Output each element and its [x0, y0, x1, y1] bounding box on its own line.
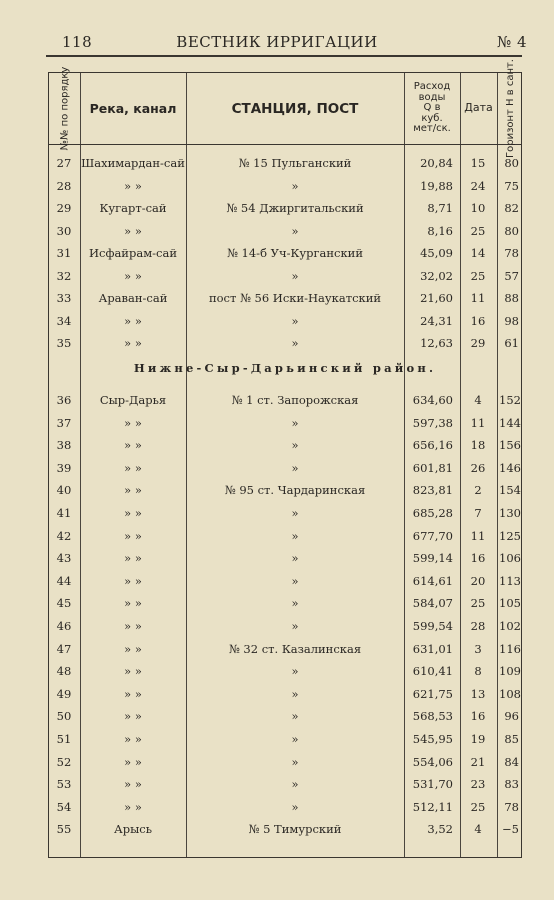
cell-river: Исфайрам-сай [88, 246, 177, 260]
cell-num: 34 [56, 313, 72, 328]
cell-river: Шахимардан-сай [81, 156, 185, 170]
cell-num: 28 [56, 178, 72, 193]
cell-date: 28 [470, 619, 486, 633]
cell-date: 16 [470, 313, 486, 328]
cell-horizon: 116 [499, 641, 521, 656]
cell-horizon: 156 [499, 438, 521, 453]
cell-station: » [291, 573, 299, 588]
cell-flow: 20,84 [420, 156, 453, 170]
cell-flow: 554,06 [412, 754, 453, 769]
cell-horizon: 96 [504, 709, 519, 724]
cell-river: » » [124, 415, 142, 430]
cell-num: 45 [56, 596, 72, 611]
cell-date: 7 [474, 506, 482, 520]
cell-flow: 8,16 [427, 223, 453, 238]
cell-river: Кугарт-сай [99, 201, 167, 215]
table-row [49, 773, 521, 796]
running-header [0, 33, 554, 53]
cell-horizon: 113 [499, 573, 521, 588]
cell-river: » » [124, 268, 142, 283]
cell-num: 29 [56, 201, 72, 215]
cell-horizon: 80 [504, 156, 519, 170]
cell-flow: 531,70 [412, 777, 453, 792]
cell-date: 10 [470, 201, 486, 215]
cell-station: » [291, 268, 299, 283]
cell-horizon: 57 [504, 268, 519, 283]
cell-horizon: 152 [499, 393, 521, 407]
cell-num: 53 [56, 777, 72, 792]
cell-num: 32 [56, 268, 72, 283]
cell-river: » » [124, 799, 142, 814]
table-row [49, 434, 521, 457]
cell-flow: 32,02 [420, 268, 453, 283]
cell-station: » [291, 313, 299, 328]
cell-horizon: 83 [504, 777, 519, 792]
cell-station: № 5 Тимурский [248, 822, 342, 837]
cell-flow: 8,71 [427, 201, 453, 215]
cell-river: » » [124, 178, 142, 193]
cell-date: 23 [470, 777, 486, 792]
cell-date: 25 [470, 596, 486, 611]
table-row [49, 525, 521, 548]
table-row [49, 265, 521, 288]
cell-station: № 54 Джиргитальский [226, 201, 364, 215]
cell-flow: 614,61 [412, 573, 453, 588]
cell-date: 14 [470, 246, 486, 260]
cell-station: пост № 56 Иски-Наукатский [208, 291, 382, 305]
cell-horizon: 75 [504, 178, 519, 193]
cell-river: » » [124, 438, 142, 453]
cell-num: 47 [56, 641, 72, 656]
table-row [49, 638, 521, 661]
cell-river: Араван-сай [98, 291, 168, 305]
cell-horizon: 105 [499, 596, 521, 611]
cell-flow: 512,11 [412, 799, 453, 814]
cell-num: 46 [56, 619, 72, 633]
cell-flow: 634,60 [412, 393, 453, 407]
cell-station: » [291, 619, 299, 633]
table-row [49, 242, 521, 265]
cell-num: 43 [56, 551, 72, 566]
cell-river: » » [124, 664, 142, 679]
cell-num: 42 [56, 528, 72, 543]
cell-date: 4 [474, 822, 482, 837]
cell-date: 26 [470, 460, 486, 475]
cell-date: 19 [470, 732, 486, 746]
cell-flow: 599,14 [412, 551, 453, 566]
cell-num: 35 [56, 336, 72, 350]
cell-river: » » [124, 573, 142, 588]
page-number: 118 [62, 33, 93, 51]
cell-river: » » [124, 709, 142, 724]
cell-horizon: 82 [504, 201, 519, 215]
cell-flow: 685,28 [412, 506, 453, 520]
cell-river: » » [124, 777, 142, 792]
cell-date: 25 [470, 223, 486, 238]
cell-station: » [291, 415, 299, 430]
header-station: СТАНЦИЯ, ПОСТ [231, 100, 359, 117]
cell-river: » » [124, 336, 142, 350]
cell-flow: 597,38 [412, 415, 453, 430]
cell-flow: 631,01 [412, 641, 453, 656]
cell-river: » » [124, 460, 142, 475]
cell-date: 13 [470, 686, 486, 701]
cell-num: 38 [56, 438, 72, 453]
cell-station: № 32 ст. Казалинская [228, 641, 362, 656]
table-row [49, 479, 521, 502]
cell-horizon: 106 [499, 551, 521, 566]
cell-horizon: 78 [504, 246, 519, 260]
cell-horizon: 146 [499, 460, 521, 475]
cell-num: 44 [56, 573, 72, 588]
cell-river: » » [124, 223, 142, 238]
cell-flow: 24,31 [420, 313, 453, 328]
cell-river: » » [124, 483, 142, 498]
cell-flow: 601,81 [412, 460, 453, 475]
table-row [49, 751, 521, 774]
cell-num: 55 [56, 822, 72, 837]
cell-date: 20 [470, 573, 486, 588]
cell-flow: 45,09 [420, 246, 453, 260]
cell-flow: 823,81 [412, 483, 453, 498]
cell-station: » [291, 506, 299, 520]
cell-date: 11 [470, 415, 486, 430]
cell-river: » » [124, 686, 142, 701]
header-horizon: Горизонт Н в сант. [504, 59, 516, 158]
cell-date: 24 [470, 178, 486, 193]
cell-station: № 1 ст. Запорожская [231, 393, 359, 407]
cell-station: № 95 ст. Чардаринская [224, 483, 366, 498]
cell-num: 50 [56, 709, 72, 724]
cell-date: 16 [470, 551, 486, 566]
table-row [49, 220, 521, 243]
cell-flow: 656,16 [412, 438, 453, 453]
table-row [49, 175, 521, 198]
cell-horizon: 84 [504, 754, 519, 769]
cell-num: 33 [56, 291, 72, 305]
cell-num: 30 [56, 223, 72, 238]
cell-station: » [291, 178, 299, 193]
cell-horizon: 80 [504, 223, 519, 238]
table-row [49, 660, 521, 683]
header-date: Дата [464, 101, 493, 115]
cell-horizon: 102 [499, 619, 521, 633]
cell-horizon: 61 [504, 336, 519, 350]
cell-horizon: 85 [504, 732, 519, 746]
table-row [49, 818, 521, 841]
cell-flow: 610,41 [412, 664, 453, 679]
cell-date: 16 [470, 709, 486, 724]
cell-station: » [291, 709, 299, 724]
cell-horizon: 98 [504, 313, 519, 328]
cell-date: 11 [470, 291, 486, 305]
cell-horizon: 88 [504, 291, 519, 305]
cell-num: 31 [56, 246, 72, 260]
table-row [49, 728, 521, 751]
cell-date: 8 [474, 664, 482, 679]
cell-station: № 14-б Уч-Курганский [227, 246, 363, 260]
cell-num: 27 [56, 156, 72, 170]
cell-num: 39 [56, 460, 72, 475]
cell-river: » » [124, 732, 142, 746]
cell-horizon: 109 [499, 664, 521, 679]
cell-num: 40 [56, 483, 72, 498]
table-row [49, 412, 521, 435]
header-rule [46, 55, 522, 57]
cell-date: 3 [474, 641, 482, 656]
cell-horizon: 154 [499, 483, 521, 498]
cell-horizon: 144 [499, 415, 521, 430]
cell-station: » [291, 438, 299, 453]
cell-num: 51 [56, 732, 72, 746]
cell-station: » [291, 551, 299, 566]
cell-station: № 15 Пульганский [238, 156, 352, 170]
cell-date: 21 [470, 754, 486, 769]
cell-date: 4 [474, 393, 482, 407]
cell-num: 52 [56, 754, 72, 769]
table-row [49, 310, 521, 333]
table-row [49, 152, 521, 175]
cell-flow: 599,54 [412, 619, 453, 633]
cell-flow: 568,53 [412, 709, 453, 724]
region-title: Нижне-Сыр-Дарьинский район. [133, 361, 437, 375]
cell-num: 41 [56, 506, 72, 520]
cell-flow: 12,63 [420, 336, 453, 350]
cell-river: » » [124, 619, 142, 633]
cell-date: 15 [470, 156, 486, 170]
table-row [49, 547, 521, 570]
cell-flow: 584,07 [412, 596, 453, 611]
cell-station: » [291, 336, 299, 350]
cell-river: Сыр-Дарья [99, 393, 167, 407]
cell-river: » » [124, 313, 142, 328]
cell-station: » [291, 664, 299, 679]
cell-horizon: 125 [499, 528, 521, 543]
cell-river: Арысь [114, 822, 152, 837]
cell-date: 29 [470, 336, 486, 350]
header-num: №№ по порядку [59, 66, 70, 151]
cell-date: 11 [470, 528, 486, 543]
table-row [49, 592, 521, 615]
table-row [49, 389, 521, 412]
cell-flow: 3,52 [427, 822, 453, 837]
cell-date: 25 [470, 799, 486, 814]
cell-num: 36 [56, 393, 72, 407]
cell-river: » » [124, 596, 142, 611]
cell-station: » [291, 596, 299, 611]
cell-date: 2 [474, 483, 482, 498]
journal-title: ВЕСТНИК ИРРИГАЦИИ [176, 33, 378, 51]
cell-station: » [291, 528, 299, 543]
cell-horizon: 108 [499, 686, 521, 701]
cell-num: 54 [56, 799, 72, 814]
table-row [49, 705, 521, 728]
cell-station: » [291, 799, 299, 814]
cell-station: » [291, 460, 299, 475]
cell-horizon: 130 [499, 506, 521, 520]
cell-station: » [291, 754, 299, 769]
table-row [49, 502, 521, 525]
table-row [49, 197, 521, 220]
cell-flow: 621,75 [412, 686, 453, 701]
cell-river: » » [124, 754, 142, 769]
cell-river: » » [124, 641, 142, 656]
table-row [49, 457, 521, 480]
table-row [49, 570, 521, 593]
cell-station: » [291, 777, 299, 792]
issue-number: № 4 [497, 33, 528, 51]
table-row [49, 683, 521, 706]
cell-num: 49 [56, 686, 72, 701]
hydrology-table [48, 59, 522, 858]
cell-river: » » [124, 551, 142, 566]
table-row [49, 615, 521, 638]
cell-river: » » [124, 528, 142, 543]
cell-station: » [291, 732, 299, 746]
header-river: Река, канал [89, 101, 177, 116]
header-flow: Расход воды Q в куб. мет/ск. [413, 81, 451, 135]
cell-station: » [291, 223, 299, 238]
table-row [49, 287, 521, 310]
cell-horizon: 78 [504, 799, 519, 814]
header-divider [49, 144, 521, 145]
cell-station: » [291, 686, 299, 701]
table-row [49, 796, 521, 819]
cell-num: 48 [56, 664, 72, 679]
cell-flow: 21,60 [420, 291, 453, 305]
cell-river: » » [124, 506, 142, 520]
cell-horizon: −5 [502, 822, 519, 837]
cell-date: 18 [470, 438, 486, 453]
cell-flow: 677,70 [412, 528, 453, 543]
cell-date: 25 [470, 268, 486, 283]
cell-num: 37 [56, 415, 72, 430]
table-row [49, 332, 521, 355]
cell-flow: 19,88 [420, 178, 453, 193]
cell-flow: 545,95 [412, 732, 453, 746]
